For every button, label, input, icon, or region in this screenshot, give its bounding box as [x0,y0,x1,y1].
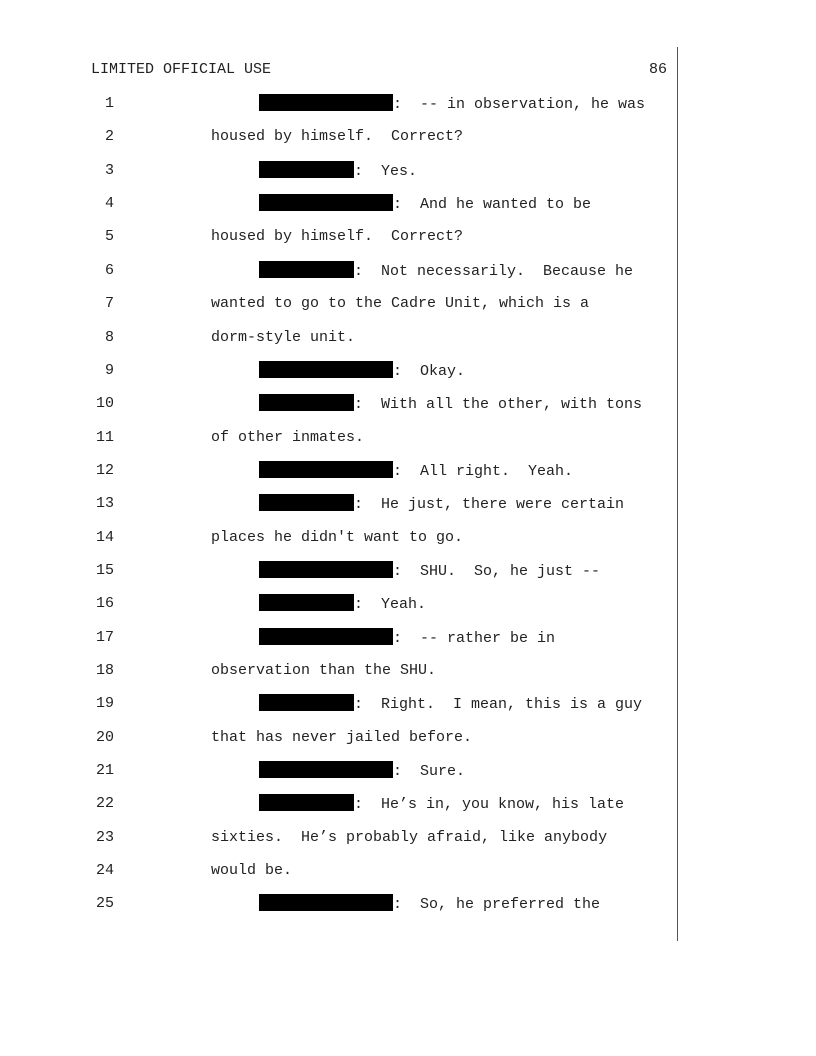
redacted-speaker-name [259,394,354,411]
speaker-turn [259,194,591,215]
line-number: 25 [95,895,114,913]
transcript-line [0,194,816,214]
line-number: 15 [95,561,114,579]
redacted-speaker-name [259,761,393,778]
transcript-line [0,661,816,681]
speaker-turn [259,261,633,282]
continuation-text: places he didn't want to go. [211,528,464,546]
transcript-line [0,894,816,914]
redacted-speaker-name [259,694,354,711]
line-number: 17 [95,628,114,646]
line-number: 7 [104,295,114,313]
transcript-line [0,728,816,748]
page-number: 86 [648,61,667,78]
line-number: 16 [95,595,114,613]
speaker-turn [259,594,426,615]
redacted-speaker-name [259,794,354,811]
line-number: 22 [95,795,114,813]
speech-text: : Okay. [393,362,466,380]
line-number: 4 [104,195,114,213]
continuation-text: of other inmates. [211,428,365,446]
line-number: 12 [95,461,114,479]
speech-text: : Right. I mean, this is a guy [354,696,643,714]
redacted-speaker-name [259,194,393,211]
speech-text: : With all the other, with tons [354,396,643,414]
transcript-line [0,594,816,614]
continuation-text: would be. [211,862,293,880]
transcript-line [0,794,816,814]
line-number: 3 [104,161,114,179]
transcript-line [0,261,816,281]
redacted-speaker-name [259,494,354,511]
continuation-text: wanted to go to the Cadre Unit, which is a [211,295,590,313]
speaker-turn [259,161,417,182]
redacted-speaker-name [259,894,393,911]
speech-text: : All right. Yeah. [393,462,574,480]
line-number: 11 [95,428,114,446]
redacted-speaker-name [259,94,393,111]
line-number: 9 [104,361,114,379]
speaker-turn [259,794,624,815]
continuation-text: housed by himself. Correct? [211,128,464,146]
continuation-text: observation than the SHU. [211,662,437,679]
speech-text: : So, he preferred the [393,896,601,914]
speech-text: : Yeah. [354,596,427,614]
line-number: 23 [95,828,114,846]
redacted-speaker-name [259,594,354,611]
continuation-text: sixties. He’s probably afraid, like anybody [211,828,608,846]
transcript-line [0,861,816,881]
speaker-turn [259,94,645,115]
transcript-line [0,294,816,314]
line-number: 20 [95,728,114,746]
redacted-speaker-name [259,461,393,478]
speaker-turn [259,461,573,482]
transcript-line [0,494,816,514]
speaker-turn [259,361,465,382]
transcript-line [0,328,816,348]
speech-text: : SHU. So, he just -- [393,562,601,580]
transcript-line [0,227,816,247]
speech-text: : And he wanted to be [393,196,592,214]
speech-text: : He’s in, you know, his late [354,796,625,814]
speech-text: : -- in observation, he was [393,96,646,113]
transcript-line [0,127,816,147]
line-number: 1 [104,95,114,112]
line-number: 6 [104,261,114,279]
continuation-text: dorm-style unit. [211,328,356,346]
transcript-line [0,761,816,781]
speech-text: : Yes. [354,162,418,180]
redacted-speaker-name [259,261,354,278]
transcript-line [0,694,816,714]
line-number: 8 [104,328,114,346]
transcript-line [0,394,816,414]
speaker-turn [259,561,600,582]
redacted-speaker-name [259,561,393,578]
transcript-line [0,361,816,381]
line-number: 18 [95,662,114,679]
speaker-turn [259,394,642,415]
speaker-turn [259,494,624,515]
transcript-line [0,428,816,448]
transcript-line [0,828,816,848]
line-number: 24 [95,862,114,880]
transcript-line [0,461,816,481]
speaker-turn [259,894,600,915]
redacted-speaker-name [259,628,393,645]
line-number: 21 [95,762,114,779]
redacted-speaker-name [259,361,393,378]
transcript-line [0,94,816,114]
transcript-line [0,628,816,648]
continuation-text: that has never jailed before. [211,728,473,746]
speech-text: : He just, there were certain [354,496,625,514]
line-number: 19 [95,695,114,713]
speech-text: : -- rather be in [393,629,556,647]
line-number: 14 [95,528,114,546]
speaker-turn [259,628,555,649]
redacted-speaker-name [259,161,354,178]
speaker-turn [259,761,465,782]
speaker-turn [259,694,642,715]
transcript-line [0,161,816,181]
classification-header: LIMITED OFFICIAL USE [91,61,272,78]
continuation-text: housed by himself. Correct? [211,228,464,246]
transcript-line [0,561,816,581]
speech-text: : Not necessarily. Because he [354,262,634,280]
line-number: 13 [95,495,114,513]
transcript-line [0,528,816,548]
line-number: 10 [95,395,114,413]
line-number: 5 [104,228,114,246]
line-number: 2 [104,128,114,146]
speech-text: : Sure. [393,763,466,780]
